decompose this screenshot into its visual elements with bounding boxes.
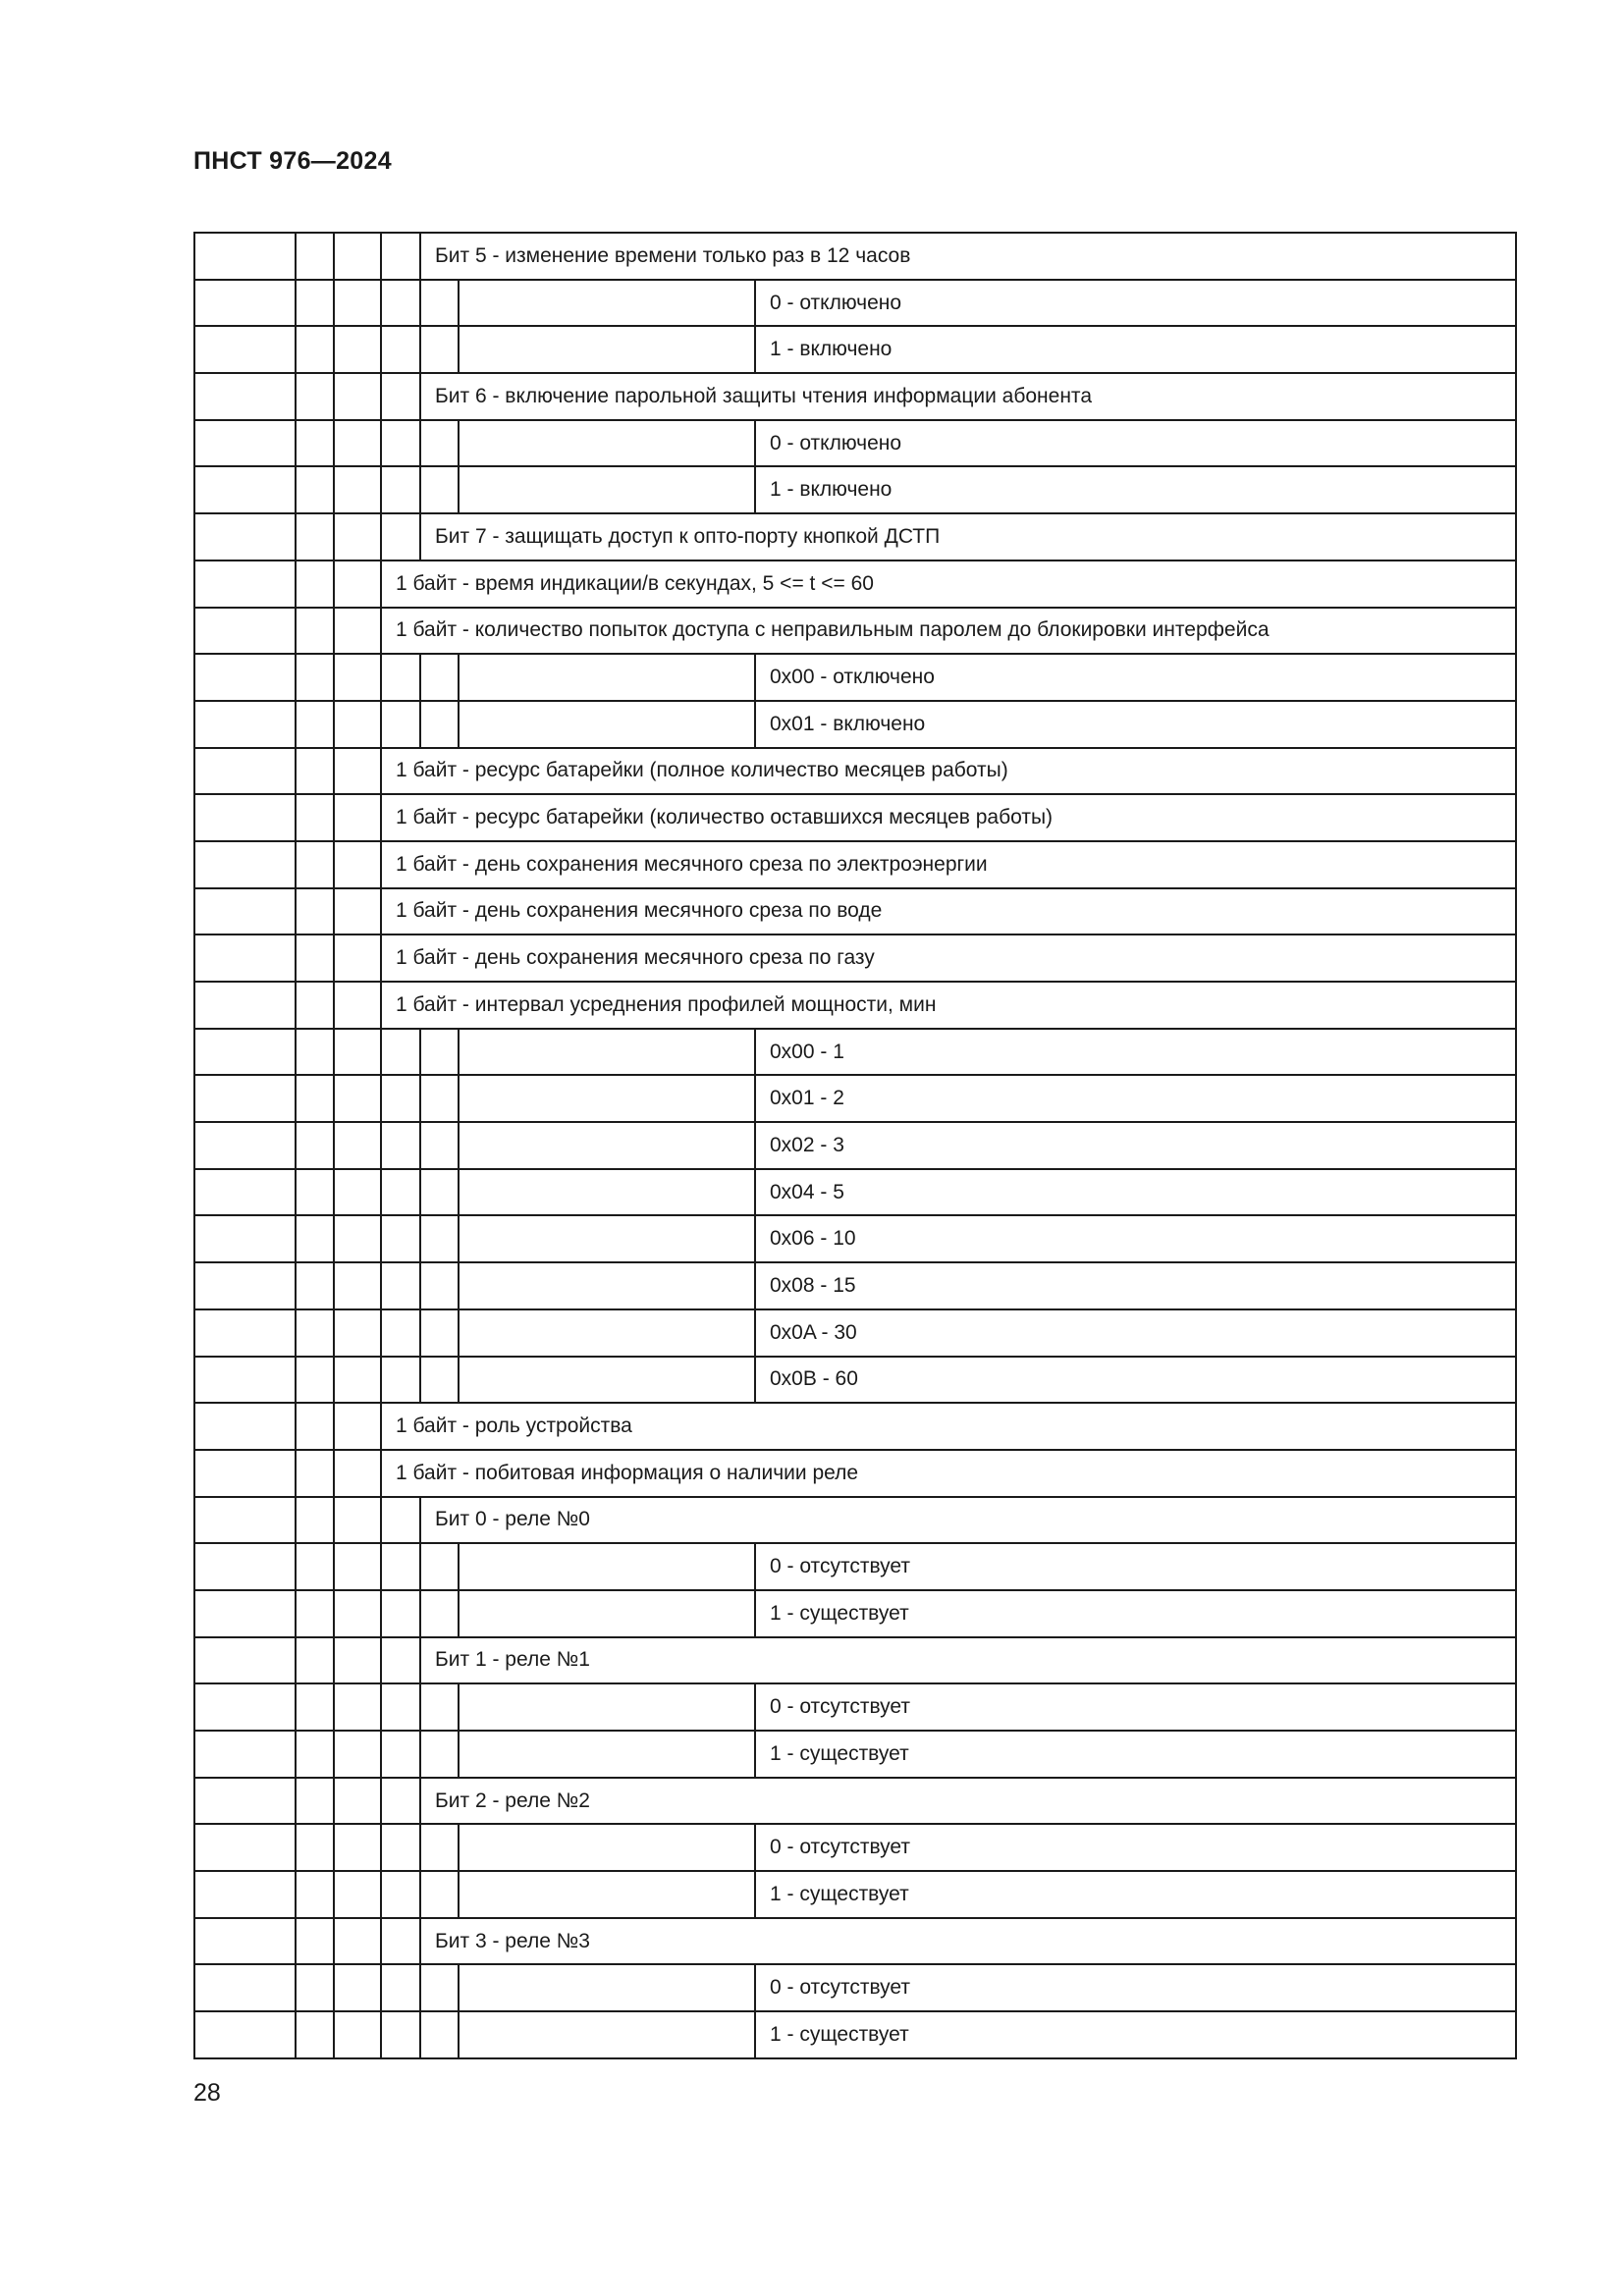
empty-cell [296,794,334,841]
table-row-value [194,1169,1516,1216]
table-row-bit [194,373,1516,420]
empty-cell [381,1122,420,1169]
empty-cell [296,1215,334,1262]
empty-cell [334,1964,381,2011]
empty-cell [296,1450,334,1497]
empty-cell [334,1029,381,1076]
empty-cell [296,1590,334,1637]
empty-cell [381,280,420,327]
table-row-value [194,1357,1516,1404]
value-description-cell: 0x06 - 10 [755,1215,1516,1262]
empty-cell [334,1824,381,1871]
empty-cell [334,888,381,935]
empty-cell [459,1215,755,1262]
empty-cell [459,420,755,467]
table-row-value [194,654,1516,701]
empty-cell [334,608,381,655]
table-row-value [194,1964,1516,2011]
value-description-cell: 0x04 - 5 [755,1169,1516,1216]
empty-cell [194,1683,296,1731]
empty-cell [296,2011,334,2058]
empty-cell [381,1918,420,1965]
empty-cell [420,420,459,467]
empty-cell [194,1075,296,1122]
value-description-cell: 0x01 - 2 [755,1075,1516,1122]
value-description-cell: 1 - существует [755,1731,1516,1778]
value-description-cell: 1 - существует [755,1590,1516,1637]
table-row-byte [194,561,1516,608]
empty-cell [420,1731,459,1778]
empty-cell [420,1215,459,1262]
empty-cell [296,1075,334,1122]
empty-cell [381,326,420,373]
empty-cell [296,1169,334,1216]
empty-cell [194,1169,296,1216]
empty-cell [334,1122,381,1169]
empty-cell [194,1497,296,1544]
empty-cell [194,513,296,561]
table-row-value [194,1590,1516,1637]
value-description-cell: 1 - включено [755,466,1516,513]
value-description-cell: 0 - отсутствует [755,1683,1516,1731]
table-row-value [194,2011,1516,2058]
table-row-byte [194,1450,1516,1497]
empty-cell [296,608,334,655]
empty-cell [420,2011,459,2058]
table-row-byte [194,1403,1516,1450]
empty-cell [459,1683,755,1731]
table-row-bit [194,233,1516,280]
empty-cell [296,373,334,420]
empty-cell [334,1450,381,1497]
empty-cell [420,466,459,513]
table-row-value [194,420,1516,467]
empty-cell [334,561,381,608]
empty-cell [381,1262,420,1309]
empty-cell [381,1824,420,1871]
empty-cell [334,233,381,280]
empty-cell [334,1590,381,1637]
empty-cell [194,794,296,841]
empty-cell [194,1731,296,1778]
empty-cell [296,1824,334,1871]
table-row-byte [194,934,1516,982]
empty-cell [194,373,296,420]
empty-cell [194,1357,296,1404]
empty-cell [420,1824,459,1871]
empty-cell [296,1309,334,1357]
empty-cell [296,888,334,935]
empty-cell [381,701,420,748]
empty-cell [296,466,334,513]
empty-cell [381,466,420,513]
value-description-cell: 0x0A - 30 [755,1309,1516,1357]
empty-cell [194,466,296,513]
empty-cell [296,420,334,467]
value-description-cell: 0x00 - отключено [755,654,1516,701]
empty-cell [194,1403,296,1450]
empty-cell [296,1871,334,1918]
empty-cell [381,2011,420,2058]
table-row-bit [194,1637,1516,1684]
table-row-value [194,1731,1516,1778]
table-row-byte [194,748,1516,795]
byte-description-cell: 1 байт - количество попыток доступа с неправильным паролем до блокировки интерфейса [381,608,1516,655]
empty-cell [194,1029,296,1076]
empty-cell [334,982,381,1029]
empty-cell [381,1683,420,1731]
empty-cell [334,1075,381,1122]
empty-cell [459,326,755,373]
empty-cell [296,1543,334,1590]
empty-cell [334,794,381,841]
value-description-cell: 1 - существует [755,2011,1516,2058]
bit-description-cell: Бит 6 - включение парольной защиты чтения информации абонента [420,373,1516,420]
empty-cell [459,466,755,513]
empty-cell [420,1543,459,1590]
empty-cell [459,1824,755,1871]
empty-cell [296,1029,334,1076]
empty-cell [194,888,296,935]
empty-cell [459,1871,755,1918]
empty-cell [334,1731,381,1778]
empty-cell [334,1637,381,1684]
empty-cell [459,280,755,327]
empty-cell [334,1778,381,1825]
empty-cell [194,1215,296,1262]
parameter-table [193,232,1517,2059]
document-code-header: ПНСТ 976—2024 [193,147,392,175]
table-row-value [194,1262,1516,1309]
empty-cell [420,1262,459,1309]
empty-cell [194,1824,296,1871]
empty-cell [459,1357,755,1404]
empty-cell [381,654,420,701]
empty-cell [194,748,296,795]
empty-cell [296,1122,334,1169]
empty-cell [194,1450,296,1497]
empty-cell [381,233,420,280]
empty-cell [459,1731,755,1778]
empty-cell [194,1122,296,1169]
bit-description-cell: Бит 7 - защищать доступ к опто-порту кнопкой ДСТП [420,513,1516,561]
empty-cell [459,1309,755,1357]
empty-cell [194,982,296,1029]
empty-cell [334,934,381,982]
empty-cell [334,1215,381,1262]
empty-cell [381,1309,420,1357]
empty-cell [459,1169,755,1216]
empty-cell [296,982,334,1029]
table-row-byte [194,608,1516,655]
empty-cell [420,1683,459,1731]
empty-cell [194,2011,296,2058]
empty-cell [381,1871,420,1918]
empty-cell [420,1357,459,1404]
value-description-cell: 0 - отключено [755,280,1516,327]
table-row-value [194,1309,1516,1357]
byte-description-cell: 1 байт - день сохранения месячного среза по воде [381,888,1516,935]
table-row-value [194,1075,1516,1122]
empty-cell [381,420,420,467]
bit-description-cell: Бит 1 - реле №1 [420,1637,1516,1684]
empty-cell [420,326,459,373]
empty-cell [459,1029,755,1076]
empty-cell [296,233,334,280]
table-row-bit [194,1918,1516,1965]
empty-cell [194,608,296,655]
empty-cell [296,748,334,795]
bit-description-cell: Бит 3 - реле №3 [420,1918,1516,1965]
empty-cell [420,1964,459,2011]
table-row-value [194,1029,1516,1076]
empty-cell [459,654,755,701]
empty-cell [420,1871,459,1918]
empty-cell [296,1637,334,1684]
value-description-cell: 0 - отключено [755,420,1516,467]
empty-cell [420,701,459,748]
empty-cell [381,1731,420,1778]
empty-cell [381,373,420,420]
table-row-value [194,1824,1516,1871]
byte-description-cell: 1 байт - день сохранения месячного среза по электроэнергии [381,841,1516,888]
empty-cell [420,1169,459,1216]
value-description-cell: 1 - включено [755,326,1516,373]
empty-cell [194,233,296,280]
empty-cell [194,1637,296,1684]
value-description-cell: 0x0B - 60 [755,1357,1516,1404]
empty-cell [194,420,296,467]
empty-cell [334,701,381,748]
empty-cell [296,1731,334,1778]
empty-cell [334,1357,381,1404]
empty-cell [381,1590,420,1637]
empty-cell [381,1075,420,1122]
value-description-cell: 0 - отсутствует [755,1543,1516,1590]
byte-description-cell: 1 байт - время индикации/в секундах, 5 <= t <= 60 [381,561,1516,608]
empty-cell [334,280,381,327]
empty-cell [459,1262,755,1309]
empty-cell [334,1309,381,1357]
empty-cell [296,1403,334,1450]
value-description-cell: 0x01 - включено [755,701,1516,748]
empty-cell [296,513,334,561]
empty-cell [459,1122,755,1169]
empty-cell [194,1871,296,1918]
empty-cell [420,1309,459,1357]
empty-cell [296,561,334,608]
empty-cell [381,1543,420,1590]
table-row-value [194,1543,1516,1590]
empty-cell [334,841,381,888]
table-row-byte [194,888,1516,935]
empty-cell [296,1964,334,2011]
table-row-value [194,701,1516,748]
empty-cell [334,748,381,795]
table-row-value [194,1122,1516,1169]
empty-cell [194,1543,296,1590]
empty-cell [194,561,296,608]
empty-cell [381,1169,420,1216]
empty-cell [194,1778,296,1825]
empty-cell [381,1357,420,1404]
empty-cell [381,513,420,561]
empty-cell [194,1262,296,1309]
empty-cell [194,654,296,701]
empty-cell [381,1215,420,1262]
empty-cell [194,280,296,327]
page-number: 28 [193,2079,221,2107]
empty-cell [194,701,296,748]
empty-cell [459,1964,755,2011]
empty-cell [194,1964,296,2011]
empty-cell [296,280,334,327]
empty-cell [296,934,334,982]
empty-cell [194,841,296,888]
table-row-value [194,1683,1516,1731]
empty-cell [334,466,381,513]
empty-cell [459,1075,755,1122]
empty-cell [420,280,459,327]
empty-cell [334,2011,381,2058]
parameter-table-body [194,233,1516,2058]
empty-cell [459,1590,755,1637]
table-row-value [194,326,1516,373]
value-description-cell: 0x00 - 1 [755,1029,1516,1076]
empty-cell [420,1590,459,1637]
empty-cell [296,701,334,748]
empty-cell [334,1871,381,1918]
table-row-value [194,280,1516,327]
empty-cell [381,1778,420,1825]
table-row-bit [194,513,1516,561]
empty-cell [194,1309,296,1357]
table-row-byte [194,794,1516,841]
empty-cell [296,1778,334,1825]
empty-cell [296,1918,334,1965]
byte-description-cell: 1 байт - интервал усреднения профилей мощности, мин [381,982,1516,1029]
byte-description-cell: 1 байт - день сохранения месячного среза по газу [381,934,1516,982]
table-row-value [194,1871,1516,1918]
empty-cell [194,1590,296,1637]
empty-cell [334,1169,381,1216]
byte-description-cell: 1 байт - ресурс батарейки (количество оставшихся месяцев работы) [381,794,1516,841]
empty-cell [194,1918,296,1965]
value-description-cell: 1 - существует [755,1871,1516,1918]
empty-cell [296,1357,334,1404]
value-description-cell: 0 - отсутствует [755,1824,1516,1871]
table-row-bit [194,1778,1516,1825]
empty-cell [381,1029,420,1076]
empty-cell [296,654,334,701]
empty-cell [296,326,334,373]
empty-cell [459,2011,755,2058]
table-row-bit [194,1497,1516,1544]
byte-description-cell: 1 байт - роль устройства [381,1403,1516,1450]
empty-cell [334,1403,381,1450]
table-row-value [194,1215,1516,1262]
empty-cell [420,654,459,701]
empty-cell [381,1964,420,2011]
byte-description-cell: 1 байт - побитовая информация о наличии реле [381,1450,1516,1497]
bit-description-cell: Бит 2 - реле №2 [420,1778,1516,1825]
empty-cell [334,420,381,467]
empty-cell [334,1262,381,1309]
byte-description-cell: 1 байт - ресурс батарейки (полное количество месяцев работы) [381,748,1516,795]
empty-cell [334,1683,381,1731]
empty-cell [296,1683,334,1731]
empty-cell [459,701,755,748]
empty-cell [296,1262,334,1309]
table-row-byte [194,982,1516,1029]
empty-cell [334,1543,381,1590]
bit-description-cell: Бит 0 - реле №0 [420,1497,1516,1544]
value-description-cell: 0 - отсутствует [755,1964,1516,2011]
empty-cell [334,1918,381,1965]
empty-cell [381,1637,420,1684]
table-row-value [194,466,1516,513]
bit-description-cell: Бит 5 - изменение времени только раз в 12 часов [420,233,1516,280]
empty-cell [420,1075,459,1122]
empty-cell [296,1497,334,1544]
empty-cell [334,326,381,373]
empty-cell [194,326,296,373]
table-row-byte [194,841,1516,888]
empty-cell [334,654,381,701]
value-description-cell: 0x08 - 15 [755,1262,1516,1309]
value-description-cell: 0x02 - 3 [755,1122,1516,1169]
empty-cell [334,373,381,420]
empty-cell [420,1029,459,1076]
empty-cell [296,841,334,888]
empty-cell [459,1543,755,1590]
empty-cell [334,1497,381,1544]
empty-cell [420,1122,459,1169]
empty-cell [194,934,296,982]
empty-cell [381,1497,420,1544]
empty-cell [334,513,381,561]
